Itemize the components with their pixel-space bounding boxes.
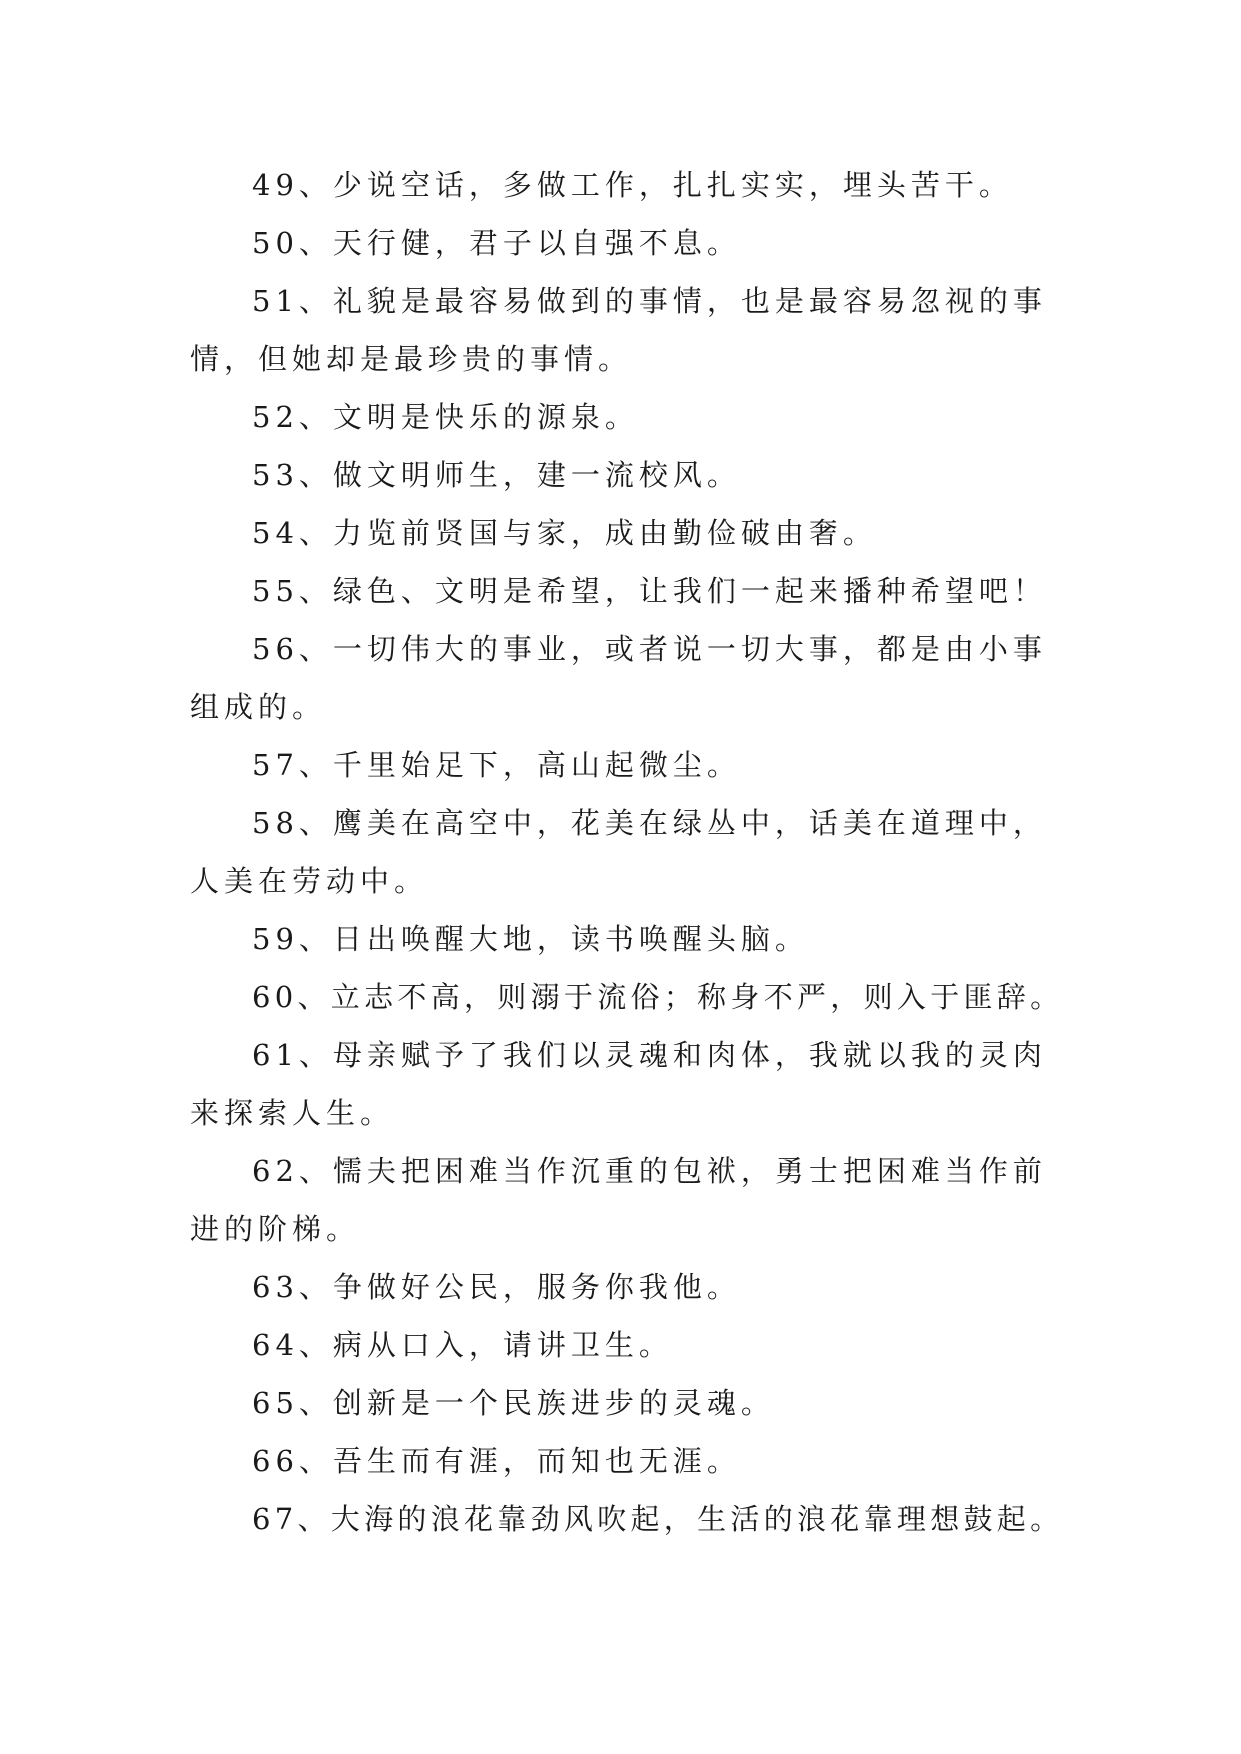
paragraph-60: 60、立志不高，则溺于流俗；称身不严，则入于匪辞。	[252, 980, 1064, 1014]
paragraph-65: 65、创新是一个民族进步的灵魂。	[252, 1386, 775, 1420]
paragraph-55: 55、绿色、文明是希望，让我们一起来播种希望吧！	[252, 574, 1047, 608]
paragraph-53: 53、做文明师生，建一流校风。	[252, 458, 741, 492]
paragraph-49: 49、少说空话，多做工作，扎扎实实，埋头苦干。	[252, 168, 1013, 202]
paragraph-56: 56、一切伟大的事业，或者说一切大事，都是由小事组成的。	[190, 632, 1047, 724]
paragraph-59: 59、日出唤醒大地，读书唤醒头脑。	[252, 922, 809, 956]
paragraph-64: 64、病从口入，请讲卫生。	[252, 1328, 673, 1362]
paragraph-66: 66、吾生而有涯，而知也无涯。	[252, 1444, 741, 1478]
paragraph-50: 50、天行健，君子以自强不息。	[252, 226, 741, 260]
paragraph-51: 51、礼貌是最容易做到的事情，也是最容易忽视的事情，但她却是最珍贵的事情。	[190, 284, 1047, 376]
paragraph-52: 52、文明是快乐的源泉。	[252, 400, 639, 434]
paragraph-57: 57、千里始足下，高山起微尘。	[252, 748, 741, 782]
paragraph-62: 62、懦夫把困难当作沉重的包袱，勇士把困难当作前进的阶梯。	[190, 1154, 1047, 1246]
paragraph-61: 61、母亲赋予了我们以灵魂和肉体，我就以我的灵肉来探索人生。	[190, 1038, 1047, 1130]
paragraph-58: 58、鹰美在高空中，花美在绿丛中，话美在道理中，人美在劳动中。	[190, 806, 1047, 898]
paragraph-63: 63、争做好公民，服务你我他。	[252, 1270, 741, 1304]
paragraph-67: 67、大海的浪花靠劲风吹起，生活的浪花靠理想鼓起。	[252, 1502, 1064, 1536]
paragraph-54: 54、力览前贤国与家，成由勤俭破由奢。	[252, 516, 877, 550]
document-body	[190, 156, 1064, 1548]
